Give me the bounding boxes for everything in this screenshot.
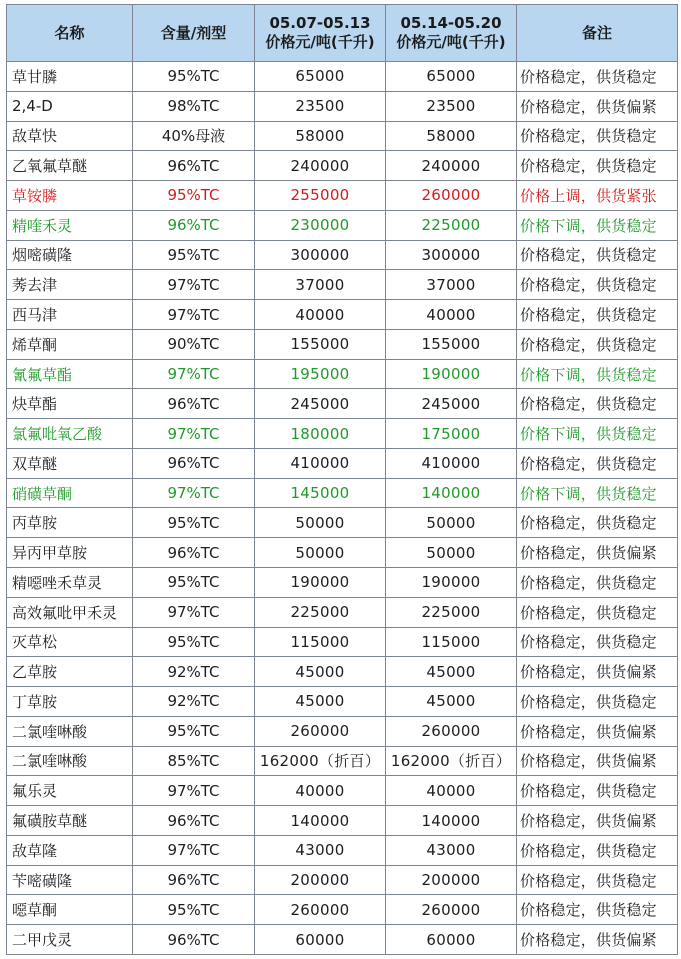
note-cell: 价格稳定，供货偏紧: [517, 716, 678, 746]
header-week2-range: 05.14-05.20: [400, 14, 502, 32]
spec-cell: 95%TC: [133, 181, 255, 211]
table-row: [7, 478, 678, 508]
week2-price-cell: 200000: [386, 865, 517, 895]
header-week2-price: [386, 5, 517, 62]
week2-price-cell: 40000: [386, 776, 517, 806]
week1-price-cell: 225000: [255, 597, 386, 627]
table-row: [7, 240, 678, 270]
name-cell: 乙草胺: [7, 657, 133, 687]
week1-price-cell: 230000: [255, 210, 386, 240]
name-cell: 精喹禾灵: [7, 210, 133, 240]
note-cell: 价格稳定，供货稳定: [517, 627, 678, 657]
week1-price-cell: 190000: [255, 568, 386, 598]
table-row: [7, 151, 678, 181]
name-cell: 高效氟吡甲禾灵: [7, 597, 133, 627]
note-cell: 价格稳定，供货偏紧: [517, 925, 678, 955]
week1-price-cell: 37000: [255, 270, 386, 300]
table-row: [7, 687, 678, 717]
week1-price-cell: 45000: [255, 687, 386, 717]
name-cell: 苄嘧磺隆: [7, 865, 133, 895]
week2-price-cell: 225000: [386, 597, 517, 627]
week1-price-cell: 162000（折百）: [255, 746, 386, 776]
header-note: 备注: [517, 5, 678, 62]
week1-price-cell: 255000: [255, 181, 386, 211]
spec-cell: 95%TC: [133, 895, 255, 925]
spec-cell: 95%TC: [133, 62, 255, 92]
spec-cell: 92%TC: [133, 687, 255, 717]
name-cell: 二氯喹啉酸: [7, 746, 133, 776]
spec-cell: 95%TC: [133, 627, 255, 657]
name-cell: 丁草胺: [7, 687, 133, 717]
spec-cell: 97%TC: [133, 835, 255, 865]
table-row: [7, 270, 678, 300]
note-cell: 价格上调，供货紧张: [517, 181, 678, 211]
week2-price-cell: 260000: [386, 181, 517, 211]
note-cell: 价格稳定，供货稳定: [517, 597, 678, 627]
spec-cell: 96%TC: [133, 925, 255, 955]
spec-cell: 96%TC: [133, 865, 255, 895]
week1-price-cell: 260000: [255, 895, 386, 925]
week2-price-cell: 175000: [386, 419, 517, 449]
note-cell: 价格稳定，供货偏紧: [517, 657, 678, 687]
note-cell: 价格稳定，供货稳定: [517, 151, 678, 181]
week2-price-cell: 245000: [386, 389, 517, 419]
name-cell: 2,4-D: [7, 91, 133, 121]
note-cell: 价格稳定，供货稳定: [517, 568, 678, 598]
note-cell: 价格稳定，供货稳定: [517, 300, 678, 330]
name-cell: 炔草酯: [7, 389, 133, 419]
name-cell: 草铵膦: [7, 181, 133, 211]
name-cell: 二氯喹啉酸: [7, 716, 133, 746]
name-cell: 双草醚: [7, 448, 133, 478]
spec-cell: 96%TC: [133, 389, 255, 419]
note-cell: 价格稳定，供货稳定: [517, 448, 678, 478]
week1-price-cell: 200000: [255, 865, 386, 895]
name-cell: 烯草酮: [7, 329, 133, 359]
spec-cell: 90%TC: [133, 329, 255, 359]
spec-cell: 96%TC: [133, 538, 255, 568]
table-row: [7, 895, 678, 925]
table-row: [7, 597, 678, 627]
table-row: [7, 716, 678, 746]
week2-price-cell: 225000: [386, 210, 517, 240]
note-cell: 价格稳定，供货稳定: [517, 62, 678, 92]
week2-price-cell: 190000: [386, 359, 517, 389]
spec-cell: 85%TC: [133, 746, 255, 776]
spec-cell: 92%TC: [133, 657, 255, 687]
header-week1-price: [255, 5, 386, 62]
table-row: [7, 389, 678, 419]
week2-price-cell: 43000: [386, 835, 517, 865]
name-cell: 烟嘧磺隆: [7, 240, 133, 270]
week1-price-cell: 50000: [255, 538, 386, 568]
spec-cell: 96%TC: [133, 151, 255, 181]
week2-price-cell: 162000（折百）: [386, 746, 517, 776]
table-row: [7, 568, 678, 598]
header-week1-unit: 价格元/吨(千升): [265, 33, 375, 51]
week1-price-cell: 240000: [255, 151, 386, 181]
week1-price-cell: 260000: [255, 716, 386, 746]
table-row: [7, 359, 678, 389]
spec-cell: 40%母液: [133, 121, 255, 151]
week2-price-cell: 45000: [386, 687, 517, 717]
note-cell: 价格下调，供货稳定: [517, 419, 678, 449]
week1-price-cell: 45000: [255, 657, 386, 687]
name-cell: 噁草酮: [7, 895, 133, 925]
table-row: [7, 419, 678, 449]
note-cell: 价格稳定，供货稳定: [517, 121, 678, 151]
header-week1-range: 05.07-05.13: [269, 14, 371, 32]
week1-price-cell: 58000: [255, 121, 386, 151]
week2-price-cell: 140000: [386, 806, 517, 836]
note-cell: 价格稳定，供货稳定: [517, 270, 678, 300]
note-cell: 价格稳定，供货稳定: [517, 687, 678, 717]
note-cell: 价格稳定，供货稳定: [517, 329, 678, 359]
note-cell: 价格稳定，供货偏紧: [517, 806, 678, 836]
week1-price-cell: 140000: [255, 806, 386, 836]
week2-price-cell: 140000: [386, 478, 517, 508]
week1-price-cell: 155000: [255, 329, 386, 359]
week2-price-cell: 410000: [386, 448, 517, 478]
week1-price-cell: 50000: [255, 508, 386, 538]
note-cell: 价格稳定，供货稳定: [517, 865, 678, 895]
note-cell: 价格下调，供货稳定: [517, 210, 678, 240]
spec-cell: 96%TC: [133, 806, 255, 836]
week1-price-cell: 300000: [255, 240, 386, 270]
week2-price-cell: 115000: [386, 627, 517, 657]
name-cell: 氰氟草酯: [7, 359, 133, 389]
table-row: [7, 538, 678, 568]
spec-cell: 95%TC: [133, 568, 255, 598]
week2-price-cell: 40000: [386, 300, 517, 330]
table-row: [7, 508, 678, 538]
week1-price-cell: 195000: [255, 359, 386, 389]
name-cell: 莠去津: [7, 270, 133, 300]
header-spec: 含量/剂型: [133, 5, 255, 62]
week1-price-cell: 40000: [255, 300, 386, 330]
header-name: 名称: [7, 5, 133, 62]
week2-price-cell: 190000: [386, 568, 517, 598]
week2-price-cell: 65000: [386, 62, 517, 92]
note-cell: 价格稳定，供货稳定: [517, 240, 678, 270]
table-row: [7, 746, 678, 776]
name-cell: 乙氧氟草醚: [7, 151, 133, 181]
week2-price-cell: 60000: [386, 925, 517, 955]
week2-price-cell: 260000: [386, 716, 517, 746]
herbicide-price-table: [6, 4, 678, 955]
table-row: [7, 329, 678, 359]
spec-cell: 97%TC: [133, 359, 255, 389]
week2-price-cell: 50000: [386, 508, 517, 538]
week2-price-cell: 50000: [386, 538, 517, 568]
name-cell: 草甘膦: [7, 62, 133, 92]
week2-price-cell: 45000: [386, 657, 517, 687]
spec-cell: 96%TC: [133, 448, 255, 478]
week2-price-cell: 23500: [386, 91, 517, 121]
week1-price-cell: 180000: [255, 419, 386, 449]
note-cell: 价格稳定，供货稳定: [517, 389, 678, 419]
note-cell: 价格稳定，供货稳定: [517, 508, 678, 538]
spec-cell: 98%TC: [133, 91, 255, 121]
name-cell: 二甲戊灵: [7, 925, 133, 955]
table-row: [7, 925, 678, 955]
week2-price-cell: 300000: [386, 240, 517, 270]
name-cell: 西马津: [7, 300, 133, 330]
name-cell: 丙草胺: [7, 508, 133, 538]
table-row: [7, 776, 678, 806]
table-row: [7, 835, 678, 865]
note-cell: 价格下调，供货稳定: [517, 478, 678, 508]
name-cell: 氯氟吡氧乙酸: [7, 419, 133, 449]
name-cell: 敌草快: [7, 121, 133, 151]
spec-cell: 96%TC: [133, 210, 255, 240]
spec-cell: 97%TC: [133, 597, 255, 627]
week2-price-cell: 240000: [386, 151, 517, 181]
table-row: [7, 181, 678, 211]
name-cell: 氟磺胺草醚: [7, 806, 133, 836]
week1-price-cell: 40000: [255, 776, 386, 806]
spec-cell: 97%TC: [133, 478, 255, 508]
header-row: [7, 5, 678, 62]
name-cell: 硝磺草酮: [7, 478, 133, 508]
name-cell: 氟乐灵: [7, 776, 133, 806]
table-row: [7, 448, 678, 478]
week2-price-cell: 260000: [386, 895, 517, 925]
table-row: [7, 627, 678, 657]
table-row: [7, 210, 678, 240]
name-cell: 敌草隆: [7, 835, 133, 865]
spec-cell: 95%TC: [133, 716, 255, 746]
header-week2-unit: 价格元/吨(千升): [396, 33, 506, 51]
name-cell: 灭草松: [7, 627, 133, 657]
week1-price-cell: 245000: [255, 389, 386, 419]
spec-cell: 97%TC: [133, 300, 255, 330]
spec-cell: 97%TC: [133, 419, 255, 449]
note-cell: 价格稳定，供货稳定: [517, 895, 678, 925]
week1-price-cell: 115000: [255, 627, 386, 657]
week1-price-cell: 23500: [255, 91, 386, 121]
note-cell: 价格稳定，供货稳定: [517, 835, 678, 865]
week1-price-cell: 60000: [255, 925, 386, 955]
spec-cell: 97%TC: [133, 270, 255, 300]
table-row: [7, 91, 678, 121]
note-cell: 价格下调，供货稳定: [517, 359, 678, 389]
table-row: [7, 806, 678, 836]
table-header: [7, 5, 678, 62]
week2-price-cell: 155000: [386, 329, 517, 359]
note-cell: 价格稳定，供货偏紧: [517, 91, 678, 121]
spec-cell: 97%TC: [133, 776, 255, 806]
table-row: [7, 62, 678, 92]
name-cell: 异丙甲草胺: [7, 538, 133, 568]
week2-price-cell: 37000: [386, 270, 517, 300]
week1-price-cell: 65000: [255, 62, 386, 92]
note-cell: 价格稳定，供货偏紧: [517, 746, 678, 776]
week2-price-cell: 58000: [386, 121, 517, 151]
spec-cell: 95%TC: [133, 240, 255, 270]
table-row: [7, 300, 678, 330]
name-cell: 精噁唑禾草灵: [7, 568, 133, 598]
table-body: [7, 62, 678, 955]
week1-price-cell: 410000: [255, 448, 386, 478]
note-cell: 价格稳定，供货稳定: [517, 776, 678, 806]
week1-price-cell: 145000: [255, 478, 386, 508]
table-row: [7, 657, 678, 687]
week1-price-cell: 43000: [255, 835, 386, 865]
table-row: [7, 865, 678, 895]
note-cell: 价格稳定，供货偏紧: [517, 538, 678, 568]
table-row: [7, 121, 678, 151]
spec-cell: 95%TC: [133, 508, 255, 538]
